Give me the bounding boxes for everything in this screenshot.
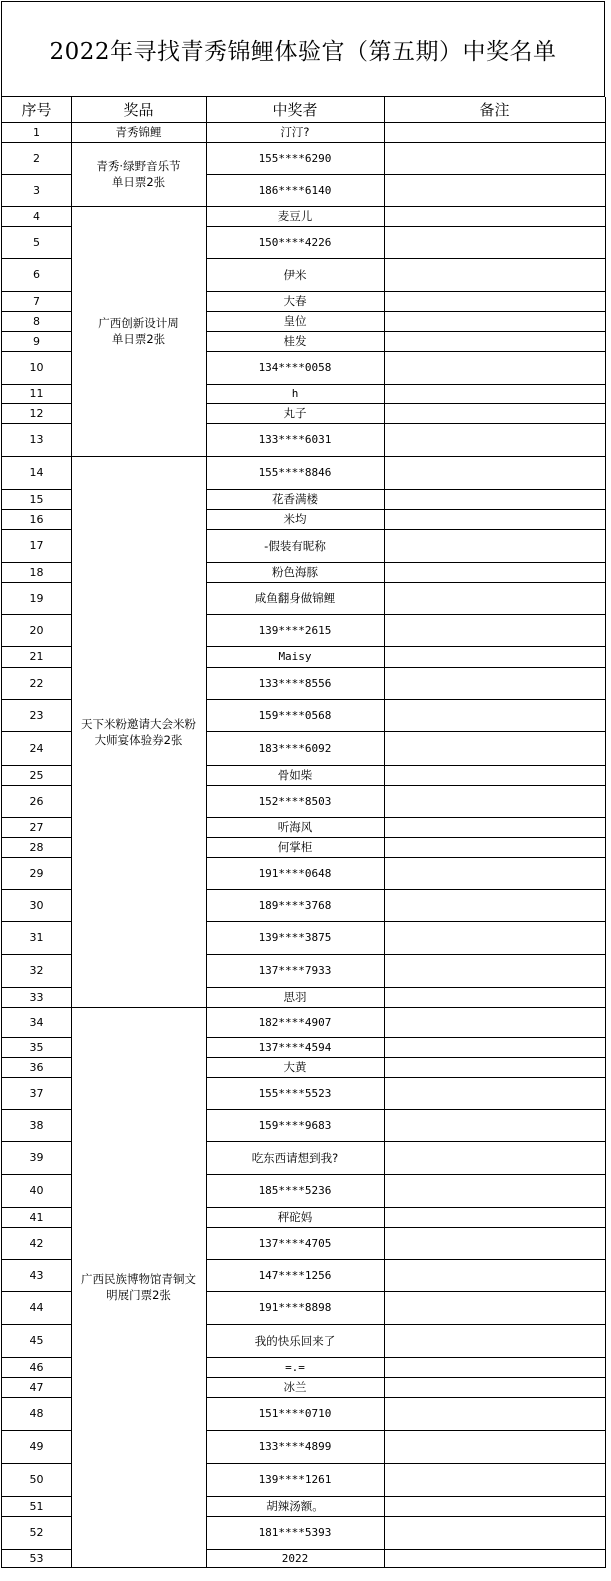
seq-cell: 46: [1, 1357, 72, 1378]
seq-cell: 35: [1, 1037, 72, 1058]
prize-cell: 青秀·绿野音乐节 单日票2张: [71, 142, 207, 207]
seq-cell: 38: [1, 1109, 72, 1142]
note-cell: [384, 258, 606, 292]
winner-cell: 139****2615: [206, 614, 385, 647]
note-cell: [384, 699, 606, 732]
note-cell: [384, 174, 606, 207]
seq-cell: 21: [1, 646, 72, 668]
seq-cell: 53: [1, 1549, 72, 1568]
seq-cell: 12: [1, 403, 72, 424]
note-cell: [384, 785, 606, 818]
seq-cell: 16: [1, 509, 72, 530]
seq-cell: 41: [1, 1207, 72, 1228]
winner-cell: 大春: [206, 291, 385, 312]
winner-cell: 咸鱼翻身做锦鲤: [206, 582, 385, 615]
winner-cell: 桂发: [206, 331, 385, 352]
winner-cell: 182****4907: [206, 1007, 385, 1038]
seq-cell: 13: [1, 423, 72, 457]
note-cell: [384, 423, 606, 457]
seq-cell: 20: [1, 614, 72, 647]
seq-cell: 15: [1, 489, 72, 510]
winner-cell: 189****3768: [206, 889, 385, 922]
note-cell: [384, 122, 606, 143]
winner-cell: 181****5393: [206, 1516, 385, 1550]
seq-cell: 14: [1, 456, 72, 490]
note-cell: [384, 226, 606, 259]
winner-cell: 汀汀?: [206, 122, 385, 143]
seq-cell: 23: [1, 699, 72, 732]
winner-cell: 137****7933: [206, 954, 385, 988]
note-cell: [384, 489, 606, 510]
winner-cell: 139****1261: [206, 1463, 385, 1497]
seq-cell: 34: [1, 1007, 72, 1038]
page-title: 2022年寻找青秀锦鲤体验官（第五期）中奖名单: [1, 1, 605, 97]
winner-cell: 大黄: [206, 1057, 385, 1078]
winner-cell: 胡辣汤额。: [206, 1496, 385, 1517]
note-cell: [384, 1174, 606, 1208]
note-cell: [384, 1377, 606, 1398]
seq-cell: 33: [1, 987, 72, 1008]
note-cell: [384, 529, 606, 563]
winner-cell: 听海风: [206, 817, 385, 838]
winner-cell: 147****1256: [206, 1259, 385, 1292]
seq-cell: 50: [1, 1463, 72, 1497]
seq-cell: 9: [1, 331, 72, 352]
winner-cell: 183****6092: [206, 731, 385, 766]
seq-cell: 17: [1, 529, 72, 563]
note-cell: [384, 291, 606, 312]
seq-cell: 31: [1, 921, 72, 955]
winner-cell: 139****3875: [206, 921, 385, 955]
winner-cell: 何掌柜: [206, 837, 385, 858]
note-cell: [384, 614, 606, 647]
note-cell: [384, 1430, 606, 1464]
seq-cell: 4: [1, 206, 72, 227]
seq-cell: 29: [1, 857, 72, 890]
winner-cell: 137****4705: [206, 1227, 385, 1260]
note-cell: [384, 1109, 606, 1142]
seq-cell: 5: [1, 226, 72, 259]
winner-cell: 151****0710: [206, 1397, 385, 1431]
seq-cell: 10: [1, 351, 72, 385]
seq-cell: 42: [1, 1227, 72, 1260]
note-cell: [384, 1397, 606, 1431]
winner-cell: 191****0648: [206, 857, 385, 890]
winner-cell: 丸子: [206, 403, 385, 424]
note-cell: [384, 142, 606, 175]
note-cell: [384, 1291, 606, 1325]
seq-cell: 52: [1, 1516, 72, 1550]
note-cell: [384, 351, 606, 385]
winner-cell: 159****0568: [206, 699, 385, 732]
winner-cell: h: [206, 384, 385, 404]
seq-cell: 2: [1, 142, 72, 175]
seq-cell: 37: [1, 1077, 72, 1110]
seq-cell: 24: [1, 731, 72, 766]
winner-cell: 155****5523: [206, 1077, 385, 1110]
winner-cell: 159****9683: [206, 1109, 385, 1142]
note-cell: [384, 331, 606, 352]
note-cell: [384, 1516, 606, 1550]
winner-cell: 150****4226: [206, 226, 385, 259]
note-cell: [384, 817, 606, 838]
header-winner: 中奖者: [206, 97, 385, 123]
winner-cell: =.=: [206, 1357, 385, 1378]
seq-cell: 43: [1, 1259, 72, 1292]
winner-cell: 185****5236: [206, 1174, 385, 1208]
seq-cell: 8: [1, 311, 72, 332]
winner-cell: 133****6031: [206, 423, 385, 457]
note-cell: [384, 765, 606, 786]
winner-cell: 思羽: [206, 987, 385, 1008]
winner-cell: 花香满楼: [206, 489, 385, 510]
note-cell: [384, 456, 606, 490]
seq-cell: 18: [1, 562, 72, 583]
seq-cell: 7: [1, 291, 72, 312]
seq-cell: 48: [1, 1397, 72, 1431]
winner-cell: Maisy: [206, 646, 385, 668]
seq-cell: 28: [1, 837, 72, 858]
winner-cell: -假装有昵称: [206, 529, 385, 563]
winner-cell: 伊米: [206, 258, 385, 292]
winner-cell: 冰兰: [206, 1377, 385, 1398]
note-cell: [384, 1141, 606, 1175]
winner-cell: 137****4594: [206, 1037, 385, 1058]
seq-cell: 30: [1, 889, 72, 922]
seq-cell: 36: [1, 1057, 72, 1078]
note-cell: [384, 954, 606, 988]
note-cell: [384, 1324, 606, 1358]
seq-cell: 1: [1, 122, 72, 143]
note-cell: [384, 311, 606, 332]
prize-cell: 广西创新设计周 单日票2张: [71, 206, 207, 457]
note-cell: [384, 1007, 606, 1038]
seq-cell: 49: [1, 1430, 72, 1464]
seq-cell: 51: [1, 1496, 72, 1517]
winner-cell: 秤砣妈: [206, 1207, 385, 1228]
note-cell: [384, 646, 606, 668]
seq-cell: 45: [1, 1324, 72, 1358]
note-cell: [384, 837, 606, 858]
prize-cell: 青秀锦鲤: [71, 122, 207, 143]
winner-cell: 155****8846: [206, 456, 385, 490]
winner-cell: 133****4899: [206, 1430, 385, 1464]
seq-cell: 39: [1, 1141, 72, 1175]
note-cell: [384, 857, 606, 890]
note-cell: [384, 1549, 606, 1568]
seq-cell: 19: [1, 582, 72, 615]
seq-cell: 3: [1, 174, 72, 207]
winner-cell: 191****8898: [206, 1291, 385, 1325]
note-cell: [384, 1357, 606, 1378]
note-cell: [384, 403, 606, 424]
winner-cell: 骨如柴: [206, 765, 385, 786]
winner-cell: 麦豆儿: [206, 206, 385, 227]
winner-cell: 152****8503: [206, 785, 385, 818]
note-cell: [384, 1227, 606, 1260]
header-prize: 奖品: [71, 97, 207, 123]
winner-cell: 134****0058: [206, 351, 385, 385]
header-note: 备注: [384, 97, 606, 123]
note-cell: [384, 582, 606, 615]
note-cell: [384, 1077, 606, 1110]
winner-cell: 155****6290: [206, 142, 385, 175]
seq-cell: 22: [1, 667, 72, 700]
seq-cell: 11: [1, 384, 72, 404]
winner-cell: 133****8556: [206, 667, 385, 700]
prize-cell: 广西民族博物馆青铜文 明展门票2张: [71, 1007, 207, 1568]
seq-cell: 32: [1, 954, 72, 988]
seq-cell: 26: [1, 785, 72, 818]
note-cell: [384, 1037, 606, 1058]
seq-cell: 47: [1, 1377, 72, 1398]
seq-cell: 27: [1, 817, 72, 838]
winner-cell: 2022: [206, 1549, 385, 1568]
winner-cell: 我的快乐回来了: [206, 1324, 385, 1358]
note-cell: [384, 987, 606, 1008]
note-cell: [384, 509, 606, 530]
winner-cell: 粉色海豚: [206, 562, 385, 583]
note-cell: [384, 1207, 606, 1228]
note-cell: [384, 889, 606, 922]
seq-cell: 40: [1, 1174, 72, 1208]
seq-cell: 25: [1, 765, 72, 786]
prize-cell: 天下米粉邀请大会米粉 大师宴体验券2张: [71, 456, 207, 1008]
winner-cell: 吃东西请想到我?: [206, 1141, 385, 1175]
header-seq: 序号: [1, 97, 72, 123]
note-cell: [384, 206, 606, 227]
note-cell: [384, 1496, 606, 1517]
winner-cell: 米均: [206, 509, 385, 530]
seq-cell: 44: [1, 1291, 72, 1325]
note-cell: [384, 921, 606, 955]
note-cell: [384, 562, 606, 583]
winner-cell: 186****6140: [206, 174, 385, 207]
note-cell: [384, 731, 606, 766]
winner-cell: 皇位: [206, 311, 385, 332]
note-cell: [384, 384, 606, 404]
note-cell: [384, 1259, 606, 1292]
note-cell: [384, 1057, 606, 1078]
note-cell: [384, 667, 606, 700]
seq-cell: 6: [1, 258, 72, 292]
note-cell: [384, 1463, 606, 1497]
